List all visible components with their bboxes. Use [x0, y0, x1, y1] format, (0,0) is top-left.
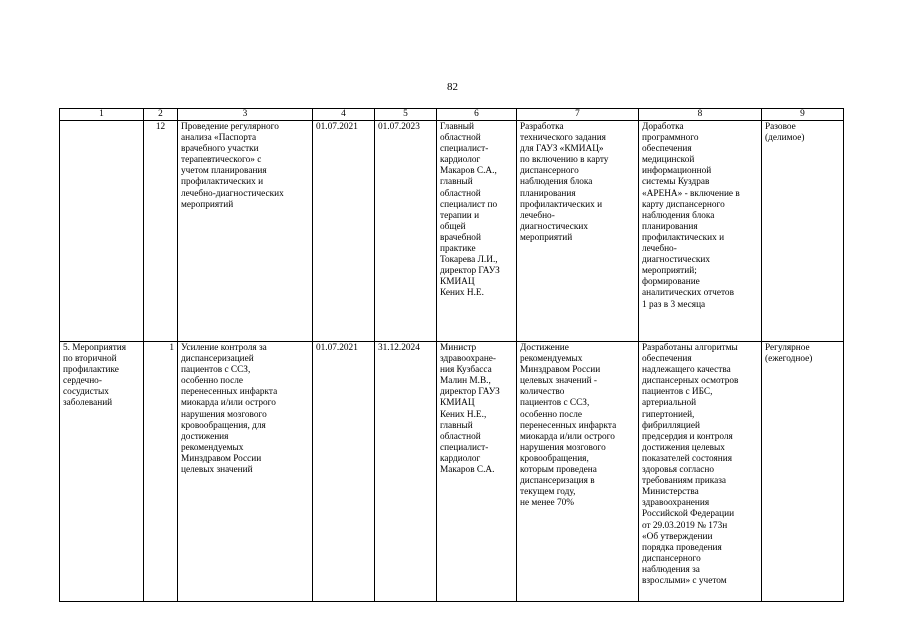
- end-date-cell: 31.12.2024: [375, 342, 437, 602]
- expected-result-cell: Достижение рекомендуемых Минздравом России целевых значений - количество пациентов с ССЗ, особенно после перенесенных инфаркта миокарда и/или острого нарушения мозгового кровообращения, которым проведена диспансеризация в текущем году, не менее 70%: [517, 342, 639, 602]
- end-date-cell: 01.07.2023: [375, 121, 437, 342]
- header-cell-4: 4: [313, 109, 375, 121]
- responsible-cell: Министр здравоохране- ния Кузбасса Малин М.В., директор ГАУЗ КМИАЦ Кених Н.Е., главный областной специалист- кардиолог Макаров С.А.: [437, 342, 517, 602]
- header-cell-9: 9: [762, 109, 844, 121]
- table-row: [60, 342, 844, 602]
- header-cell-5: 5: [375, 109, 437, 121]
- indicator-cell: Разработаны алгоритмы обеспечения надлежащего качества диспансерных осмотров пациентов с ИБС, артериальной гипертонией, фибрилляцией предсердия и контроля достижения целевых показателей состояния здоровья согласно требованиям приказа Министерства здравоохранения Российской Федерации от 29.03.2019 № 173н «Об утверждении порядка проведения диспансерного наблюдения за взрослыми» с учетом: [639, 342, 762, 602]
- item-number-cell: 12: [144, 121, 178, 342]
- header-cell-6: 6: [437, 109, 517, 121]
- header-cell-7: 7: [517, 109, 639, 121]
- start-date-cell: 01.07.2021: [313, 342, 375, 602]
- activity-cell: Усиление контроля за диспансеризацией пациентов с ССЗ, особенно после перенесенных инфаркта миокарда и/или острого нарушения мозгового кровообращения, для достижения рекомендуемых Минздравом России целевых значений: [178, 342, 313, 602]
- responsible-cell: Главный областной специалист- кардиолог Макаров С.А., главный областной специалист по терапии и общей врачебной практике Токарева Л.И., директор ГАУЗ КМИАЦ Кених Н.Е.: [437, 121, 517, 342]
- header-cell-3: 3: [178, 109, 313, 121]
- page-number: 82: [447, 81, 458, 93]
- frequency-cell: Разовое (делимое): [762, 121, 844, 342]
- table-row: [60, 121, 844, 342]
- header-cell-8: 8: [639, 109, 762, 121]
- frequency-cell: Регулярное (ежегодное): [762, 342, 844, 602]
- activity-cell: Проведение регулярного анализа «Паспорта врачебного участки терапевтического» с учетом планирования профилактических и лечебно-диагностических мероприятий: [178, 121, 313, 342]
- header-row: [60, 109, 844, 121]
- section-cell: [60, 121, 144, 342]
- indicator-cell: Доработка программного обеспечения медицинской информационной системы Куздрав «АРЕНА» - включение в карту диспансерного наблюдения блока планирования профилактических и лечебно- диагностических мероприятий; формирование аналитических отчетов 1 раз в 3 месяца: [639, 121, 762, 342]
- start-date-cell: 01.07.2021: [313, 121, 375, 342]
- item-number-cell: 1: [144, 342, 178, 602]
- header-cell-2: 2: [144, 109, 178, 121]
- expected-result-cell: Разработка технического задания для ГАУЗ «КМИАЦ» по включению в карту диспансерного наблюдения блока планирования профилактических и лечебно- диагностических мероприятий: [517, 121, 639, 342]
- header-cell-1: 1: [60, 109, 144, 121]
- section-cell: 5. Мероприятия по вторичной профилактике сердечно- сосудистых заболеваний: [60, 342, 144, 602]
- plan-table: [59, 108, 844, 602]
